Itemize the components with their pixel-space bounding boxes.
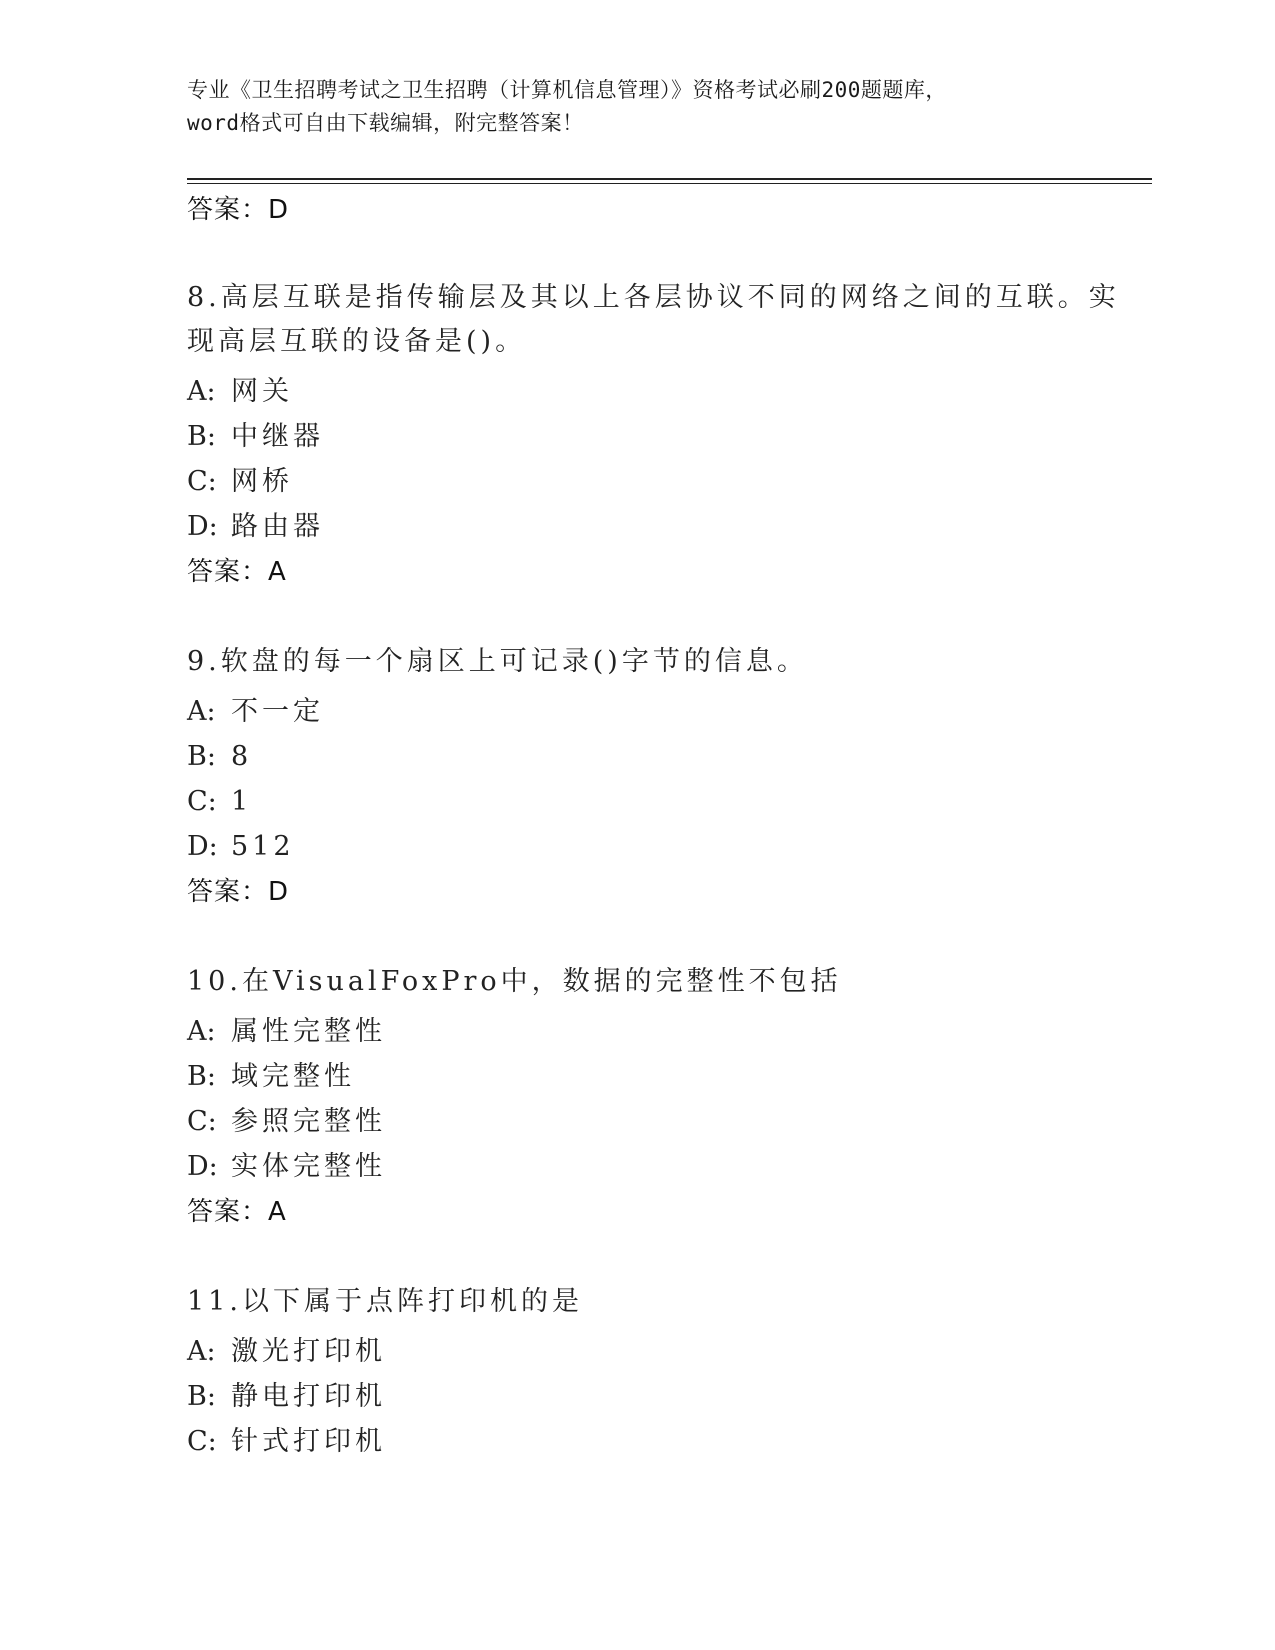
option-label: B: xyxy=(187,1381,216,1412)
option-label: A: xyxy=(187,376,216,407)
question-8-stem-line-1: 8.高层互联是指传输层及其以上各层协议不同的网络之间的互联。实 xyxy=(187,282,1120,313)
option-label: D: xyxy=(187,511,218,542)
option-text: 不一定 xyxy=(231,696,324,727)
question-9-option-a xyxy=(187,695,324,729)
question-9-option-d xyxy=(187,830,295,864)
option-label: B: xyxy=(187,421,216,452)
option-label: A: xyxy=(187,1016,216,1047)
question-8-option-a xyxy=(187,375,293,409)
question-8-option-d xyxy=(187,510,324,544)
document-header xyxy=(187,74,1087,140)
option-label: C: xyxy=(187,786,217,817)
option-text: 域完整性 xyxy=(231,1061,355,1092)
option-text: 网桥 xyxy=(231,466,293,497)
question-10-option-c xyxy=(187,1105,386,1139)
question-11-stem: 11.以下属于点阵打印机的是 xyxy=(187,1286,583,1317)
answer-previous: 答案：D xyxy=(187,195,290,225)
option-text: 实体完整性 xyxy=(231,1151,386,1182)
option-text: 静电打印机 xyxy=(231,1381,386,1412)
option-label: C: xyxy=(187,466,217,497)
option-text: 中继器 xyxy=(231,421,324,452)
option-label: D: xyxy=(187,1151,218,1182)
question-9-stem: 9.软盘的每一个扇区上可记录()字节的信息。 xyxy=(187,646,808,677)
option-label: B: xyxy=(187,741,216,772)
question-11-option-c xyxy=(187,1425,386,1459)
question-10-option-a xyxy=(187,1015,386,1049)
question-10-option-b xyxy=(187,1060,355,1094)
option-label: A: xyxy=(187,696,216,727)
option-text: 路由器 xyxy=(231,511,324,542)
option-text: 参照完整性 xyxy=(231,1106,386,1137)
option-label: A: xyxy=(187,1336,216,1367)
question-8-option-b xyxy=(187,420,324,454)
question-11-option-a xyxy=(187,1335,386,1369)
header-divider-thick xyxy=(187,178,1152,180)
question-8-option-c xyxy=(187,465,293,499)
option-label: C: xyxy=(187,1106,217,1137)
option-text: 针式打印机 xyxy=(231,1426,386,1457)
option-text: 激光打印机 xyxy=(231,1336,386,1367)
header-title-line-1: 专业《卫生招聘考试之卫生招聘（计算机信息管理）》资格考试必刷200题题库， xyxy=(187,78,947,102)
question-9-answer: 答案：D xyxy=(187,877,290,907)
question-11-option-b xyxy=(187,1380,386,1414)
option-text: 1 xyxy=(231,786,253,817)
question-8-stem-line-2: 现高层互联的设备是()。 xyxy=(187,326,527,357)
question-10-option-d xyxy=(187,1150,386,1184)
question-9-option-b xyxy=(187,740,252,774)
option-text: 512 xyxy=(231,831,295,862)
header-title-line-2: word格式可自由下载编辑，附完整答案！ xyxy=(187,111,584,135)
option-text: 属性完整性 xyxy=(231,1016,386,1047)
option-label: B: xyxy=(187,1061,216,1092)
question-8-answer: 答案：A xyxy=(187,557,287,587)
option-label: D: xyxy=(187,831,218,862)
option-label: C: xyxy=(187,1426,217,1457)
header-divider-thin xyxy=(187,183,1152,184)
question-10-stem: 10.在VisualFoxPro中，数据的完整性不包括 xyxy=(187,966,842,997)
question-10-answer: 答案：A xyxy=(187,1197,287,1227)
question-9-option-c xyxy=(187,785,252,819)
option-text: 8 xyxy=(231,741,253,772)
option-text: 网关 xyxy=(231,376,293,407)
